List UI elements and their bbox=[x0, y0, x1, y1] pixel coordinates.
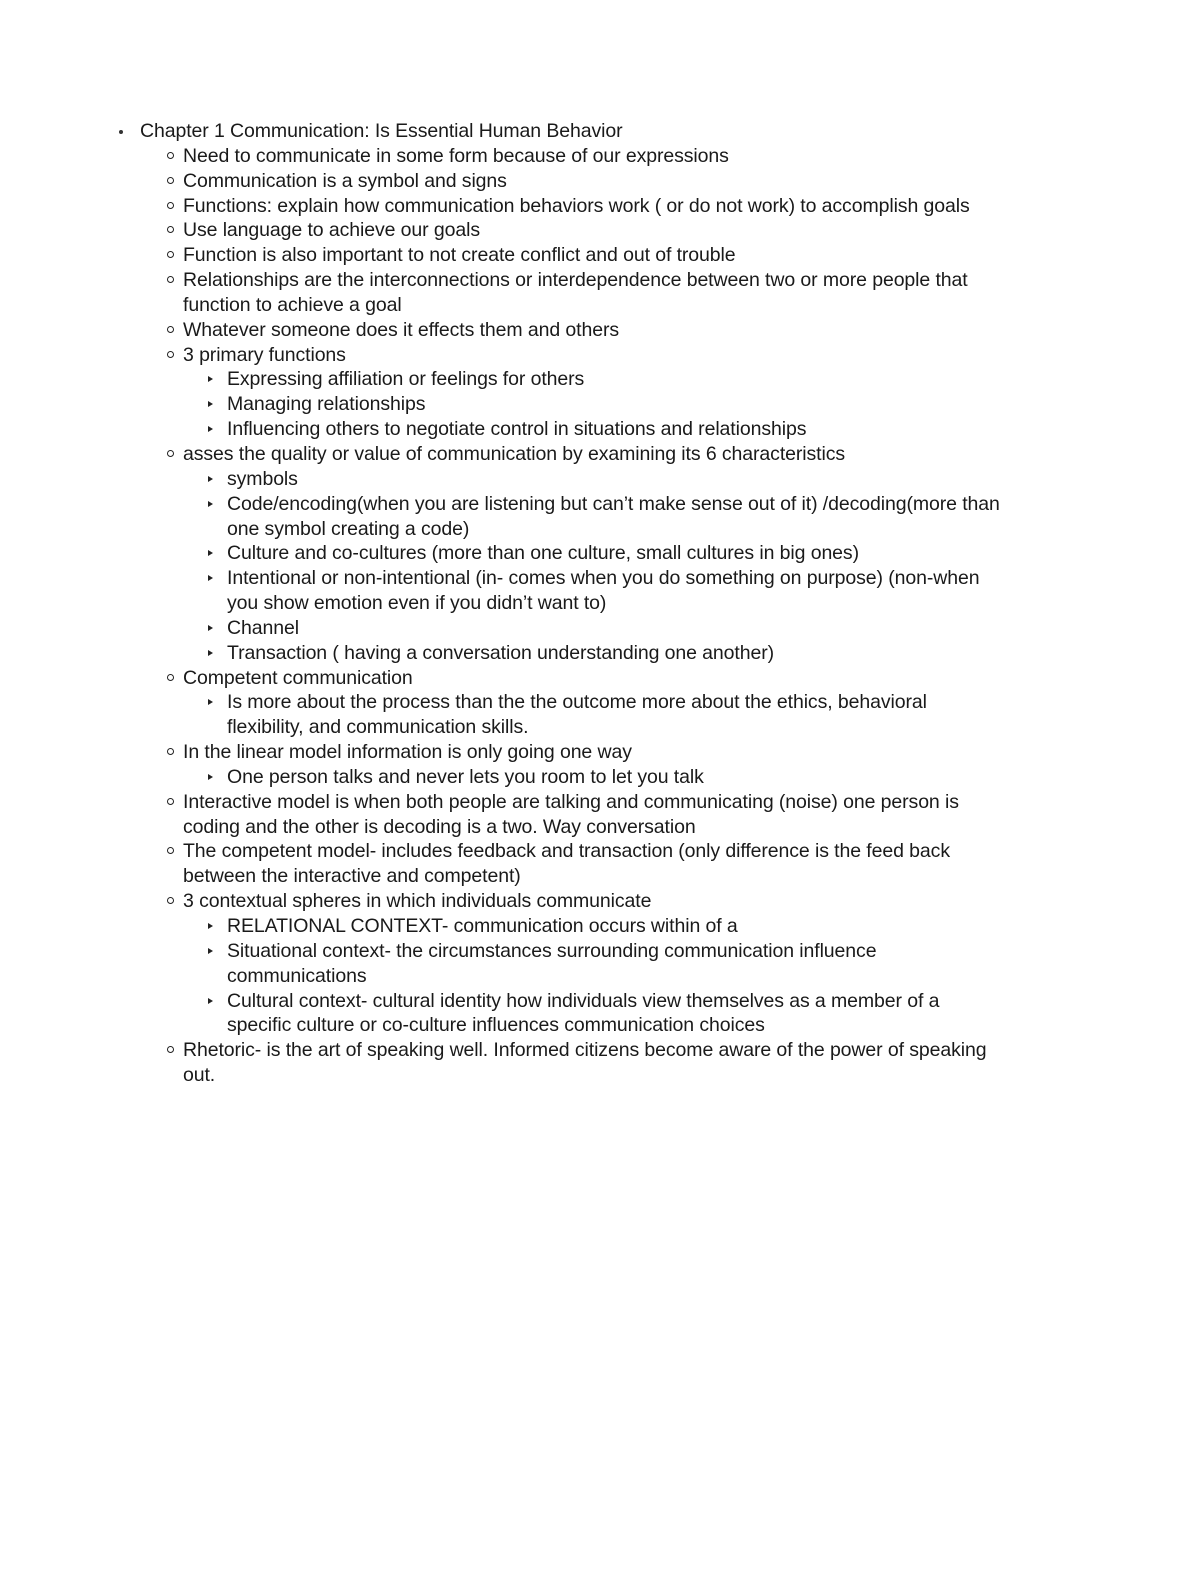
outline-item-text: flexibility, and communication skills. bbox=[227, 716, 529, 739]
outline-item-text: Rhetoric- is the art of speaking well. Informed citizens become aware of the power of speaking bbox=[183, 1039, 987, 1062]
outline-item-text: coding and the other is decoding is a two. Way conversation bbox=[183, 815, 696, 838]
bullet-triangle-icon bbox=[208, 998, 213, 1004]
outline-item-text: One person talks and never lets you room to let you talk bbox=[227, 765, 704, 788]
outline-item-text: Need to communicate in some form because of our expressions bbox=[183, 144, 729, 167]
outline-item-level-2 bbox=[0, 442, 1200, 467]
outline-item-text: Influencing others to negotiate control in situations and relationships bbox=[227, 418, 807, 441]
outline-item-level-3 bbox=[0, 939, 1200, 989]
outline-item-level-3 bbox=[0, 367, 1200, 392]
outline-item-text: Is more about the process than the the outcome more about the ethics, behavioral bbox=[227, 691, 927, 714]
outline-item-text: communications bbox=[227, 964, 367, 987]
bullet-dot-icon bbox=[119, 130, 123, 134]
bullet-circle-icon bbox=[167, 351, 174, 358]
bullet-circle-icon bbox=[167, 276, 174, 283]
outline-item-level-2 bbox=[0, 218, 1200, 243]
outline-item-text: function to achieve a goal bbox=[183, 293, 402, 316]
outline-item-text: Managing relationships bbox=[227, 393, 426, 416]
outline-item-text: Chapter 1 Communication: Is Essential Human Behavior bbox=[140, 120, 623, 142]
outline-item-level-2 bbox=[0, 839, 1200, 889]
outline-item-level-1 bbox=[0, 119, 1200, 144]
bullet-triangle-icon bbox=[208, 948, 213, 954]
outline-item-text: out. bbox=[183, 1064, 216, 1087]
outline-item-text: Channel bbox=[227, 616, 299, 639]
outline-item-text: specific culture or co-culture influences communication choices bbox=[227, 1014, 765, 1037]
bullet-circle-icon bbox=[167, 226, 174, 233]
bullet-circle-icon bbox=[167, 202, 174, 209]
bullet-circle-icon bbox=[167, 251, 174, 258]
outline-item-text: The competent model- includes feedback and transaction (only difference is the feed back bbox=[183, 840, 950, 863]
outline-item-level-2 bbox=[0, 343, 1200, 368]
outline-item-level-3 bbox=[0, 541, 1200, 566]
outline-item-text: Code/encoding(when you are listening but can’t make sense out of it) /decoding(more than bbox=[227, 492, 1000, 515]
outline-item-text: Functions: explain how communication behaviors work ( or do not work) to accomplish goals bbox=[183, 194, 970, 217]
outline-item-level-2 bbox=[0, 740, 1200, 765]
bullet-triangle-icon bbox=[208, 923, 213, 929]
bullet-circle-icon bbox=[167, 674, 174, 681]
bullet-triangle-icon bbox=[208, 501, 213, 507]
outline-item-text: Intentional or non-intentional (in- comes when you do something on purpose) (non-when bbox=[227, 567, 980, 590]
bullet-circle-icon bbox=[167, 152, 174, 159]
outline-item-level-2 bbox=[0, 666, 1200, 691]
outline-item-text: Competent communication bbox=[183, 666, 413, 689]
outline-item-level-3 bbox=[0, 467, 1200, 492]
bullet-triangle-icon bbox=[208, 699, 213, 705]
outline-item-text: Cultural context- cultural identity how individuals view themselves as a member of a bbox=[227, 989, 940, 1012]
outline-item-level-3 bbox=[0, 690, 1200, 740]
outline-item-text: Transaction ( having a conversation understanding one another) bbox=[227, 641, 775, 664]
outline-item-text: you show emotion even if you didn’t want to) bbox=[227, 592, 607, 615]
outline-item-level-3 bbox=[0, 914, 1200, 939]
outline-item-text: between the interactive and competent) bbox=[183, 865, 521, 888]
outline-item-level-2 bbox=[0, 790, 1200, 840]
outline-item-level-3 bbox=[0, 989, 1200, 1039]
outline-item-level-2 bbox=[0, 243, 1200, 268]
bullet-circle-icon bbox=[167, 897, 174, 904]
bullet-circle-icon bbox=[167, 748, 174, 755]
outline-item-text: Whatever someone does it effects them and others bbox=[183, 318, 619, 341]
bullet-triangle-icon bbox=[208, 774, 213, 780]
outline-item-text: Communication is a symbol and signs bbox=[183, 169, 507, 192]
outline-item-level-2 bbox=[0, 169, 1200, 194]
bullet-circle-icon bbox=[167, 847, 174, 854]
bullet-triangle-icon bbox=[208, 625, 213, 631]
outline-item-text: RELATIONAL CONTEXT- communication occurs within of a bbox=[227, 915, 738, 937]
bullet-circle-icon bbox=[167, 177, 174, 184]
outline-item-level-3 bbox=[0, 765, 1200, 790]
outline-item-text: Culture and co-cultures (more than one culture, small cultures in big ones) bbox=[227, 542, 859, 565]
outline-item-text: symbols bbox=[227, 467, 298, 490]
notes-outline bbox=[0, 119, 1200, 1088]
outline-item-level-2 bbox=[0, 1038, 1200, 1088]
outline-item-level-2 bbox=[0, 318, 1200, 343]
bullet-triangle-icon bbox=[208, 575, 213, 581]
bullet-circle-icon bbox=[167, 450, 174, 457]
outline-item-text: Situational context- the circumstances surrounding communication influence bbox=[227, 939, 877, 962]
outline-item-level-2 bbox=[0, 889, 1200, 914]
bullet-circle-icon bbox=[167, 1046, 174, 1053]
outline-item-text: asses the quality or value of communication by examining its 6 characteristics bbox=[183, 442, 846, 465]
outline-item-text: In the linear model information is only going one way bbox=[183, 741, 632, 764]
outline-item-text: Interactive model is when both people are talking and communicating (noise) one person is bbox=[183, 790, 959, 813]
outline-item-text: 3 contextual spheres in which individuals communicate bbox=[183, 890, 652, 913]
outline-item-text: Relationships are the interconnections or interdependence between two or more people that bbox=[183, 269, 968, 292]
bullet-triangle-icon bbox=[208, 401, 213, 407]
outline-item-text: 3 primary functions bbox=[183, 343, 346, 366]
outline-item-level-3 bbox=[0, 417, 1200, 442]
outline-item-level-3 bbox=[0, 492, 1200, 542]
outline-item-level-2 bbox=[0, 144, 1200, 169]
outline-item-text: Use language to achieve our goals bbox=[183, 219, 480, 242]
outline-item-level-3 bbox=[0, 641, 1200, 666]
outline-item-level-3 bbox=[0, 616, 1200, 641]
outline-item-level-3 bbox=[0, 566, 1200, 616]
outline-item-level-2 bbox=[0, 268, 1200, 318]
bullet-triangle-icon bbox=[208, 376, 213, 382]
outline-item-level-2 bbox=[0, 194, 1200, 219]
outline-item-text: one symbol creating a code) bbox=[227, 517, 470, 540]
bullet-triangle-icon bbox=[208, 650, 213, 656]
outline-item-level-3 bbox=[0, 392, 1200, 417]
bullet-triangle-icon bbox=[208, 426, 213, 432]
bullet-triangle-icon bbox=[208, 550, 213, 556]
bullet-triangle-icon bbox=[208, 476, 213, 482]
bullet-circle-icon bbox=[167, 798, 174, 805]
bullet-circle-icon bbox=[167, 326, 174, 333]
outline-item-text: Function is also important to not create conflict and out of trouble bbox=[183, 244, 736, 267]
outline-item-text: Expressing affiliation or feelings for others bbox=[227, 368, 585, 391]
